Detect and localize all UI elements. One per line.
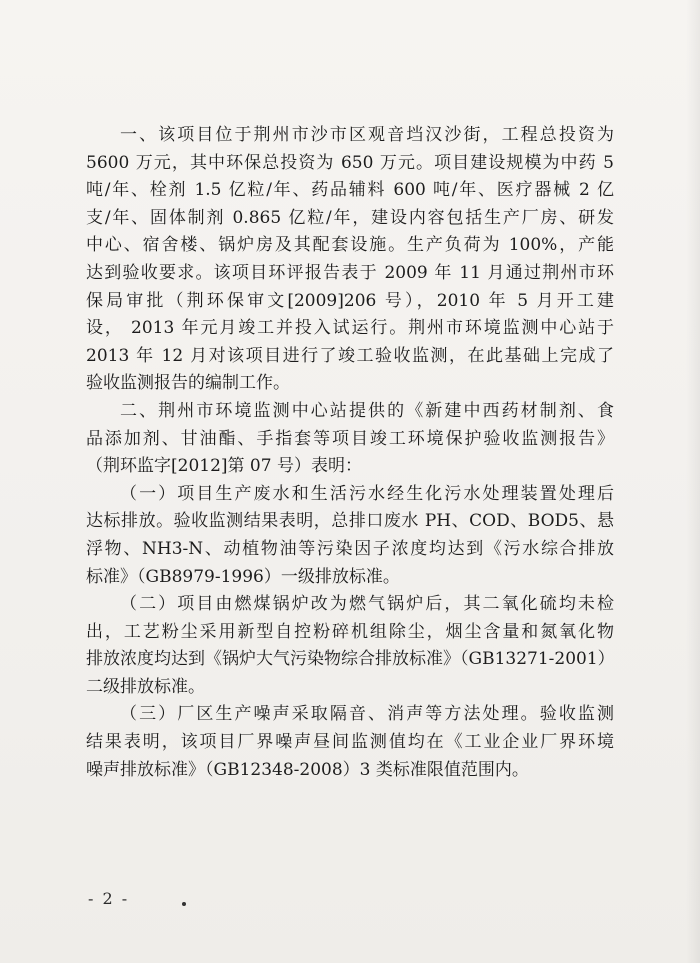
paragraph-3 bbox=[86, 481, 614, 591]
paragraph-2 bbox=[86, 398, 614, 481]
text-line: 品添加剂、甘油酯、手指套等项目竣工环境保护验收监测报告》 bbox=[86, 428, 614, 449]
text-line: 标准》（GB8979-1996）一级排放标准。 bbox=[86, 566, 400, 587]
page-edge-shadow bbox=[686, 0, 700, 963]
text-line: 噪声排放标准》（GB12348-2008）3 类标准限值范围内。 bbox=[86, 759, 529, 780]
text-line: 中心、宿舍楼、锅炉房及其配套设施。生产负荷为 100%，产能 bbox=[86, 235, 614, 256]
paragraph-1 bbox=[86, 122, 614, 398]
text-line: 验收监测报告的编制工作。 bbox=[86, 373, 290, 394]
text-line: 5600 万元，其中环保总投资为 650 万元。项目建设规模为中药 5 bbox=[86, 152, 614, 173]
text-line: 浮物、NH3-N、动植物油等污染因子浓度均达到《污水综合排放 bbox=[86, 538, 614, 559]
text-line: 出，工艺粉尘采用新型自控粉碎机组除尘，烟尘含量和氮氧化物 bbox=[86, 621, 614, 642]
paragraph-4 bbox=[86, 591, 614, 701]
text-line: 支/年、固体制剂 0.865 亿粒/年，建设内容包括生产厂房、研发 bbox=[86, 207, 614, 228]
text-line: 结果表明，该项目厂界噪声昼间监测值均在《工业企业厂界环境 bbox=[86, 732, 614, 753]
text-line: （一）项目生产废水和生活污水经生化污水处理装置处理后 bbox=[120, 483, 614, 504]
text-line: 达标排放。验收监测结果表明，总排口废水 PH、COD、BOD5、悬 bbox=[86, 511, 614, 532]
text-line: 2013 年 12 月对该项目进行了竣工验收监测，在此基础上完成了 bbox=[86, 345, 614, 366]
text-line: 吨/年、栓剂 1.5 亿粒/年、药品辅料 600 吨/年、医疗器械 2 亿 bbox=[86, 180, 614, 201]
scan-speck bbox=[182, 902, 186, 906]
text-line: 二级排放标准。 bbox=[86, 676, 205, 697]
text-line: （荆环监字[2012]第 07 号）表明： bbox=[86, 456, 362, 477]
text-line: （二）项目由燃煤锅炉改为燃气锅炉后，其二氧化硫均未检 bbox=[120, 594, 614, 615]
text-line: 达到验收要求。该项目环评报告表于 2009 年 11 月通过荆州市环 bbox=[86, 262, 614, 283]
text-line: 二、荆州市环境监测中心站提供的《新建中西药材制剂、食 bbox=[120, 400, 614, 421]
text-line: 设， 2013 年元月竣工并投入试运行。荆州市环境监测中心站于 bbox=[86, 318, 614, 339]
text-line: （三）厂区生产噪声采取隔音、消声等方法处理。验收监测 bbox=[120, 704, 614, 725]
document-body bbox=[86, 122, 614, 784]
text-line: 保局审批（荆环保审文[2009]206 号），2010 年 5 月开工建 bbox=[86, 290, 614, 311]
text-line: 一、该项目位于荆州市沙市区观音垱汉沙街，工程总投资为 bbox=[120, 125, 614, 145]
paragraph-5 bbox=[86, 701, 614, 784]
page-number: - 2 - bbox=[88, 889, 130, 908]
text-line: 排放浓度均达到《锅炉大气污染物综合排放标准》（GB13271-2001） bbox=[86, 649, 615, 670]
